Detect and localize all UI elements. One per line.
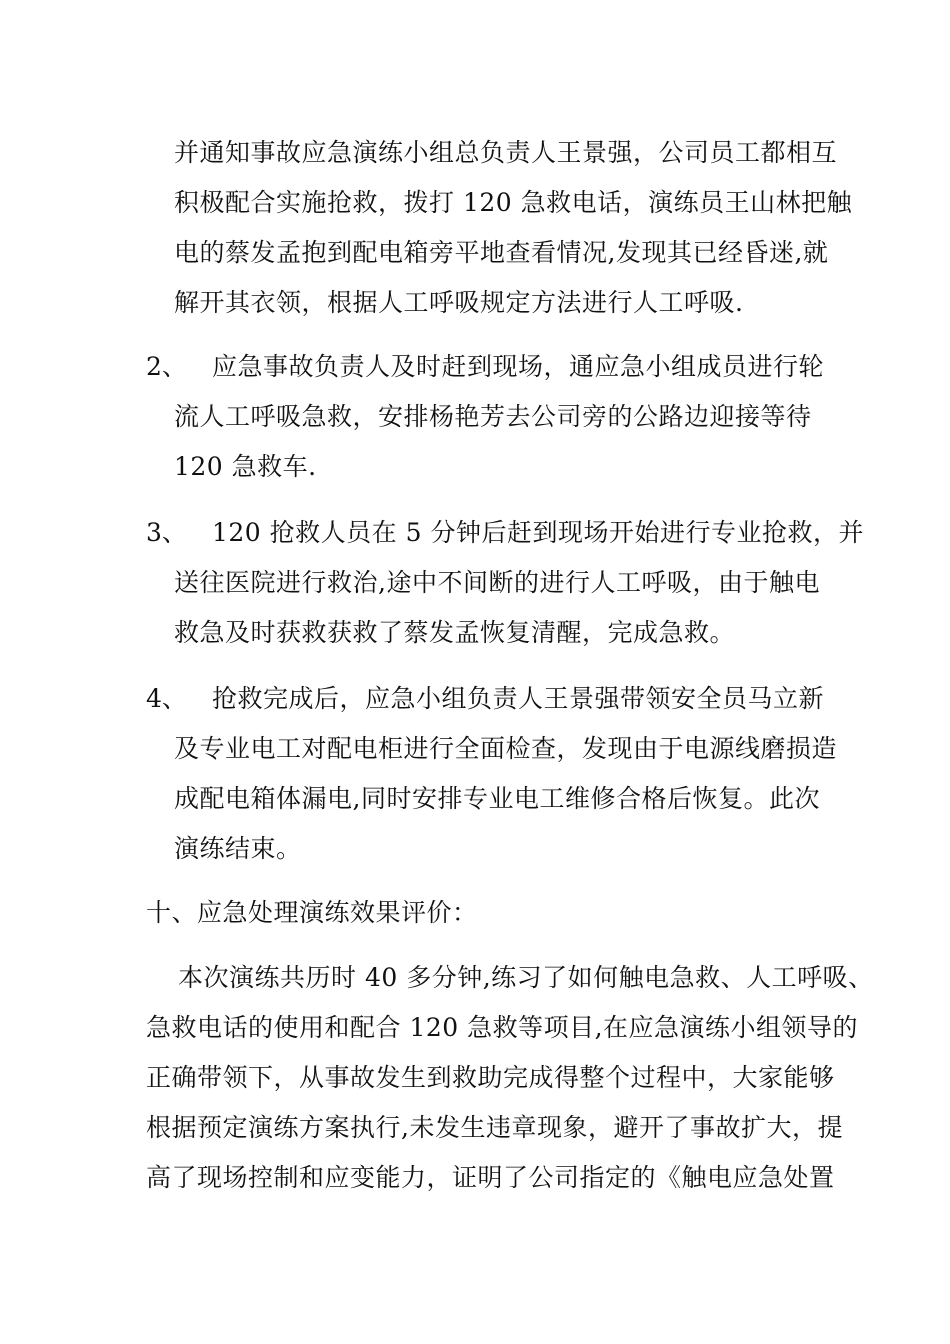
item-2-number: 2、: [146, 352, 187, 381]
intro-line-4: 解开其衣领，根据人工呼吸规定方法进行人工呼吸.: [174, 288, 744, 317]
evaluation-line-2: 急救电话的使用和配合 120 急救等项目,在应急演练小组领导的: [146, 1013, 859, 1042]
item-4-number: 4、: [146, 684, 187, 713]
item-2-line-1: 应急事故负责人及时赶到现场，通应急小组成员进行轮: [212, 352, 825, 381]
item-4-line-1: 抢救完成后，应急小组负责人王景强带领安全员马立新: [212, 684, 825, 713]
intro-line-1: 并通知事故应急演练小组总负责人王景强，公司员工都相互: [174, 138, 838, 167]
intro-line-2: 积极配合实施抢救，拨打 120 急救电话，演练员王山林把触: [174, 188, 853, 217]
item-4-line-2: 及专业电工对配电柜进行全面检查，发现由于电源线磨损造: [174, 734, 838, 763]
evaluation-line-1: 本次演练共历时 40 多分钟,练习了如何触电急救、人工呼吸、: [178, 963, 874, 992]
item-3-line-1: 120 抢救人员在 5 分钟后赶到现场开始进行专业抢救，并: [212, 518, 864, 547]
item-4-line-4: 演练结束。: [174, 834, 302, 863]
item-3-line-2: 送往医院进行救治,途中不间断的进行人工呼吸，由于触电: [174, 568, 820, 597]
evaluation-line-3: 正确带领下，从事故发生到救助完成得整个过程中，大家能够: [146, 1063, 835, 1092]
item-3-line-3: 救急及时获救获救了蔡发孟恢复清醒，完成急救。: [174, 618, 736, 647]
intro-line-3: 电的蔡发孟抱到配电箱旁平地查看情况,发现其已经昏迷,就: [174, 238, 829, 267]
section-heading: 十、应急处理演练效果评价：: [146, 898, 478, 927]
evaluation-line-4: 根据预定演练方案执行,未发生违章现象，避开了事故扩大，提: [146, 1113, 843, 1142]
evaluation-line-5: 高了现场控制和应变能力，证明了公司指定的《触电应急处置: [146, 1163, 835, 1192]
item-2-line-2: 流人工呼吸急救，安排杨艳芳去公司旁的公路边迎接等待: [174, 402, 812, 431]
item-4-line-3: 成配电箱体漏电,同时安排专业电工维修合格后恢复。此次: [174, 784, 820, 813]
item-3-number: 3、: [146, 518, 187, 547]
item-2-line-3: 120 急救车.: [174, 452, 317, 481]
